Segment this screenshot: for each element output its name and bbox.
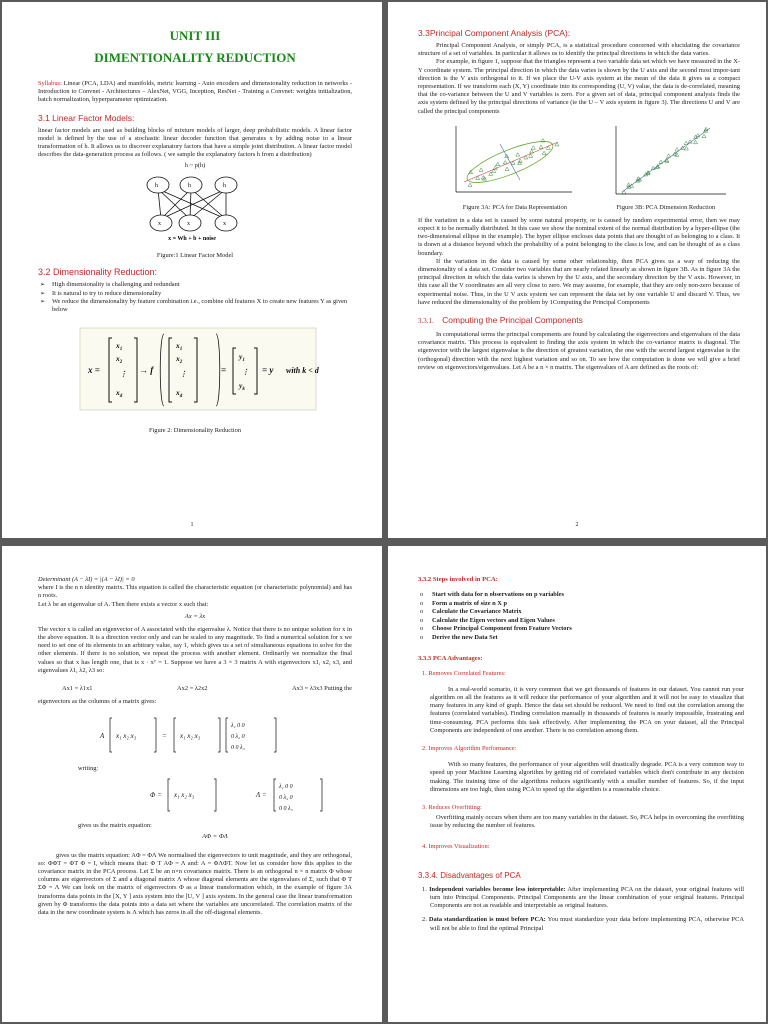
eq-ax1: Ax1 = λ1x1 <box>62 685 93 693</box>
data-point-marker <box>505 167 509 171</box>
section-title: Computing the Principal Components <box>442 315 583 326</box>
section-3-3-1-heading <box>418 315 740 325</box>
advantage-2-title: 2. Improves Algorithm Performance: <box>422 744 517 752</box>
matrix-equation-figure <box>38 710 352 760</box>
svg-text:0 0 λ₃: 0 0 λ₃ <box>231 745 245 752</box>
figure-3b-pca-dimension-reduction <box>610 122 730 200</box>
advantage-3-title: 3. Reduces Overfitting: <box>422 804 482 811</box>
aphi-equation: AΦ = ΦΛ <box>202 832 228 840</box>
section-3-1-text: linear factor models are used as building blocks of mixture models of larger, deep probabilistic models. A linear factor model is defined by the use of a stochastic linear decoder function that generates x by adding noise to a linear transformation of h. It allows us to discover explanatory factors that have a simple joint distribution. A linear factor model describes the data-generation process as follows. ( we sample the explanatory factors h from a distribution) <box>38 126 352 159</box>
eq-ax2: Ax2 = λ2x2 <box>177 685 208 693</box>
figure-3b-caption: Figure 3B: PCA Dimension Reduction <box>616 203 716 211</box>
section-3-3-4-heading: 3.3.4. Disadvantages of PCA <box>418 870 521 880</box>
svg-text:x₁ x₂ x₃: x₁ x₂ x₃ <box>180 732 201 741</box>
node-x1 <box>150 215 172 231</box>
figure-3a-caption: Figure 3A: PCA for Data Representation <box>462 203 567 211</box>
list-number: 1. <box>422 885 430 893</box>
dimensionality-reduction-equation <box>38 326 352 416</box>
ax-equation: Ax = λx <box>184 612 206 620</box>
svg-text:x₁ x₂ x₃: x₁ x₂ x₃ <box>116 732 137 741</box>
eigen-equation-row <box>62 685 352 692</box>
variation-paragraph: If the variation in a data set is caused by some natural property, or is caused by random experimental error, then we may expect it to be normally distributed. In this case we show the nominal extent of the normal distribution by a hyper-ellipse (the two-dimensional ellipse in the example). The hyper ellipse encloses data points that are thought of as belonging to a class. It is drawn at a distance beyond which the probability of a point belonging to the class is low, and can be thought of as a class boundary. <box>418 216 740 257</box>
pca-example-paragraph: For example, in figure 1, suppose that the triangles represent a two variable data set which we have measured in the X-Y coordinate system. The principal direction in which the data varies is shown by the U axis and the second most impor-tant direction is the V axis orthogonal to it. If we place the U-V axis system at the mean of the data it gives us a compact representation. If we transform each (X, Y) coordinate into its corresponding (U, V) value, the data is de-correlated, meaning that the co-variance between the U and V variables is zero. For a given set of data, principal component analysis finds the axis system defined by the principal directions of variance (ie the U – V axis system in figure 3). The directions U and V are called the principal components <box>418 58 740 115</box>
node-x2-label: x <box>187 221 190 228</box>
eq-ax3: Ax3 = λ3x3 Putting the <box>292 685 352 693</box>
svg-text:0 λ₂ 0: 0 λ₂ 0 <box>279 795 293 802</box>
data-point-marker <box>516 152 520 156</box>
data-point-marker <box>684 146 688 150</box>
writing-label: writing: <box>78 765 99 773</box>
advantage-3-text: Overfitting mainly occurs when there are too many variables in the dataset. So, PCA helps in overcoming the overfitting issue by reducing the number of features. <box>430 814 744 830</box>
node-h2 <box>180 177 202 193</box>
page-1 <box>2 2 382 538</box>
section-3-1-heading: 3.1 Linear Factor Models: <box>38 112 135 123</box>
advantage-1-title: 1. Removes Correlated Features: <box>422 669 506 677</box>
svg-text:= y: = y <box>262 365 274 376</box>
node-h3 <box>215 177 237 193</box>
advantage-4-title: 4. Improves Visualization: <box>422 842 490 850</box>
svg-text:=: = <box>162 732 167 741</box>
node-h2-label: h <box>188 183 191 190</box>
syllabus <box>38 80 352 105</box>
linear-factor-model-figure <box>38 171 352 243</box>
list-item: o Calculate the Covariance Matrix <box>418 608 744 617</box>
svg-text:x =: x = <box>88 365 100 376</box>
svg-text:x2: $x_2$ <box>176 354 183 366</box>
page-number: 1 <box>190 522 194 528</box>
data-point-marker <box>702 134 706 138</box>
syllabus-text: : Linear (PCA, LDA) and manifolds, metric learning - Auto encoders and dimensionality reduction in networks - Introduction to Convnet - Architectures – AlexNet, VGG, Inception, ResNet - Training a Convnet: weights initialization, batch normalization, hyperparameter optimization. <box>38 80 352 104</box>
svg-text:⋮: ⋮ <box>242 368 249 377</box>
svg-text:xd: $x_d$ <box>176 388 183 400</box>
section-number: 3.3.1. <box>418 317 434 326</box>
steps-list <box>418 591 744 643</box>
data-point-marker <box>542 151 546 155</box>
svg-text:with k < d: with k < d <box>286 366 319 376</box>
section-3-2-heading: 3.2 Dimensionality Reduction: <box>38 267 158 278</box>
characteristic-paragraph: where I is the n n identity matrix. This equation is called the characteristic equation (or characteristic polynomial) and has n roots. <box>38 584 352 600</box>
svg-text:x1: $x_1$ <box>116 341 123 353</box>
list-item: ➢ It is natural to try to reduce dimensionality <box>52 290 352 298</box>
svg-text:⋮: ⋮ <box>180 370 187 379</box>
svg-text:0 λ₂ 0: 0 λ₂ 0 <box>231 734 245 741</box>
fig1-equation: x = Wh + b + noise <box>168 236 216 243</box>
unit-title: UNIT III <box>169 28 221 43</box>
node-h3-label: h <box>223 183 226 190</box>
data-point-marker <box>694 140 698 144</box>
figure-3-captions <box>438 204 740 211</box>
data-point-marker <box>496 162 500 166</box>
figure-2-caption: Figure 2: Dimensionality Reduction <box>148 427 242 435</box>
svg-text:x₁ x₂ x₃: x₁ x₂ x₃ <box>174 791 195 800</box>
chapter-title: DIMENTIONALITY REDUCTION <box>94 50 296 65</box>
figure-1-caption: Figure:1 Linear Factor Model <box>156 252 234 260</box>
list-item: ➢ High dimensionality is challenging and redundant <box>52 281 352 289</box>
disadvantage-1-text: After implementing PCA on the dataset, your original features will turn into Principal Components. Principal Components are the linear combination of your original features. Principal Components are not as readable and interpretable as original features. <box>430 885 744 910</box>
page-3 <box>2 546 382 1022</box>
dimensionality-paragraph: If the variation in the data is caused by some other relationship, then PCA gives us a way of reducing the dimensionality of a data set. Consider two variables that are nearly related linearly as shown in figure 3B. As in figure 3A the principal direction in which the data varies is shown by the U axis, and the secondary direction by the V axis. However, in this case all the V coordinates are all very close to zero. We may assume, for example, that they are only non-zero because of experimental noise. Thus, in the U V axis system we can represent the data set by one variable U and discard V. Thus, we have reduced the dimensionality of the problem by 1Computing the Principal Components <box>418 257 740 306</box>
disadvantage-1 <box>422 885 744 911</box>
node-x3 <box>215 215 237 231</box>
node-h1 <box>147 177 169 193</box>
syllabus-label: Syllabus <box>38 80 61 87</box>
data-point-marker <box>479 168 483 172</box>
disadvantage-2-title: Data standardization is must before PCA: <box>428 916 546 924</box>
h-distribution: h ~ p(h) <box>184 162 206 170</box>
computation-paragraph: In computational terms the principal components are found by calculating the eigenvectors and eigenvalues of the data covariance matrix. This process is equivalent to finding the axis system in which the co-variance matrix is diagonal. The eigenvector with the largest eigenvalue is the direction of greatest variation, the one with the second largest eigenvalue is the (orthogonal) direction with the next highest variation and so on. To see how the computation is done we will give a brief review on eigenvectors/eigenvalues. Let A be a n × n matrix. The eigenvalues of A are defined as the roots of: <box>418 331 740 371</box>
advantage-2-text: With so many features, the performance of your algorithm will drastically degrade. PCA is a very common way to speed up your Machine Learning algorithm by getting rid of correlated variables which don't contribute in any decision making. The training time of the algorithms reduces significantly with a smaller number of features. So, if the input dimensions are too high, then using PCA to speed up the algorithm is a reasonable choice. <box>430 761 744 793</box>
phi-lambda-matrices <box>38 773 352 817</box>
node-x2 <box>179 215 201 231</box>
disadvantage-2 <box>422 916 744 932</box>
pca-intro-paragraph: Principal Component Analysis, or simply PCA, is a statistical procedure concerned with elucidating the covariance structure of a set of variables. In particular it allows us to identify the principal directions in which the data varies. <box>418 42 740 58</box>
page-4 <box>388 546 766 1022</box>
disadvantage-2-text: You must standardize your data before implementing PCA, otherwise PCA will not be able to find the optimal Principal <box>430 916 744 932</box>
figure-3-container <box>448 122 730 200</box>
covariance-paragraph: gives us the matrix equation: AΦ = ΦΛ We normalised the eigenvectors to unit magnitude, and they are orthogonal, so: ΦΦT = ΦT Φ = I, which means that: Φ T AΦ = Λ and: A = ΦΛΦT. Now let us consider how this applies to the covariance matrix in the PCA process. Let Σ be an n×n covariance matrix. There is an orthogonal n × n matrix Φ whose columns are eigenvectors of Σ and a diagonal matrix Λ whose diagonal elements are the eigenvalues of Σ, such that Φ T ΣΦ = Λ We can look on the matrix of eigenvectors Φ as a linear transformation which, in the example of figure 3A transforms data points in the [X, Y ] axis system into the [U, V ] axis system. In the general case the linear transformation given by Φ transforms the data points into a data set where the variables are uncorrelated. The correlation matrix of the data in the new coordinate system is Λ which has zeros in all the off-diagonal elements. <box>38 851 352 917</box>
svg-text:=: = <box>221 365 227 376</box>
eigenvalue-paragraph: Let λ be an eigenvalue of A. Then there exists a vector x such that: <box>38 600 209 608</box>
node-h1-label: h <box>155 183 158 190</box>
figure-3a-pca-data-representation <box>448 122 578 200</box>
svg-text:x1: $x_1$ <box>176 341 183 353</box>
svg-text:Λ =: Λ = <box>256 791 267 800</box>
data-point-marker <box>518 161 522 165</box>
advantage-1-text: In a real-world scenario, it is very common that we get thousands of features in our dataset. You cannot run your algorithm on all the features as it will reduce the performance of your algorithm and it will not be easy to visualize that many features in any kind of graph. Hence the data set should be reduced. We need to find out the correlation among the features (correlated variables). Finding correlation manually in thousands of features is nearly impossible, frustrating and time-consuming. PCA performs this task effectively. After implementing the PCA on your dataset, all the Principal Components are independent of one another. There is no correlation among them. <box>430 685 744 734</box>
svg-text:x2: $x_2$ <box>116 354 123 366</box>
eigenvector-paragraph: The vector x is called an eigenvector of A associated with the eigenvalue λ. Notice that there is no unique solution for x in the above equation. It is a direction vector only and can be scaled to any magnitude. To find a numerical solution for x we need to set one of its elements to an arbitrary value, say 1, which gives us a set of simultaneous equations to solve for the other elements. If there is no solution, we repeat the process with another element. Ordinarily we normalize the final values so that x has length one, that is x · xᵀ = 1. Suppose we have a 3 × 3 matrix A with eigenvectors x1, x2, x3, and eigenvalues λ1, λ2, λ3 so: <box>38 625 352 674</box>
disadvantage-1-title: Independent variables become less interpretable: <box>429 885 566 893</box>
list-item: o Form a matrix of size n X p <box>418 600 744 609</box>
section-3-2-list <box>38 281 352 314</box>
node-x3-label: x <box>223 221 226 228</box>
section-3-3-2-heading: 3.3.2 Steps involved in PCA: <box>418 576 498 583</box>
svg-text:yk: $y_k$ <box>239 381 245 393</box>
list-item: o Choose Principal Component from Feature Vectors <box>418 625 744 634</box>
svg-text:λ₁ 0 0: λ₁ 0 0 <box>231 723 245 730</box>
data-point-marker <box>531 146 535 150</box>
svg-text:y1: $y_1$ <box>239 352 245 364</box>
fig1-edges <box>158 189 226 219</box>
node-x1-label: x <box>158 221 161 228</box>
page-2 <box>388 2 766 538</box>
matrix-columns-paragraph: eigenvectors as the columns of a matrix gives: <box>38 698 157 706</box>
section-3-3-heading: 3.3Principal Component Analysis (PCA): <box>418 28 571 38</box>
list-item: o Start with data for n observations on p variables <box>418 591 744 600</box>
svg-text:⋮: ⋮ <box>120 370 127 379</box>
data-point-marker <box>468 183 472 187</box>
svg-text:0 0 λ₃: 0 0 λ₃ <box>279 806 293 813</box>
svg-text:λ₁ 0 0: λ₁ 0 0 <box>279 784 293 791</box>
svg-text:→ f: → f <box>139 365 154 376</box>
svg-text:xd: $x_d$ <box>116 388 123 400</box>
section-3-3-3-heading: 3.3.3 PCA Advantages: <box>418 654 483 662</box>
data-point-marker <box>675 147 679 151</box>
data-point-marker <box>503 160 507 164</box>
list-number: 2. <box>422 916 429 924</box>
list-item: ➢ We reduce the dimensionality by feature combination i.e., combine old features X to create new features Y as given below <box>52 298 352 314</box>
determinant-equation: Determinant (A − λI) = |(A − λI)| = 0 <box>38 576 135 583</box>
svg-text:Φ =: Φ = <box>150 791 162 800</box>
matrix-equation-label: gives us the matrix equation: <box>78 822 152 830</box>
page-number: 2 <box>575 522 579 528</box>
list-item: o Calculate the Eigen vectors and Eigen Values <box>418 617 744 626</box>
list-item: o Derive the new Data Set <box>418 634 744 643</box>
data-point-marker <box>539 145 543 149</box>
svg-text:A: A <box>100 732 105 741</box>
